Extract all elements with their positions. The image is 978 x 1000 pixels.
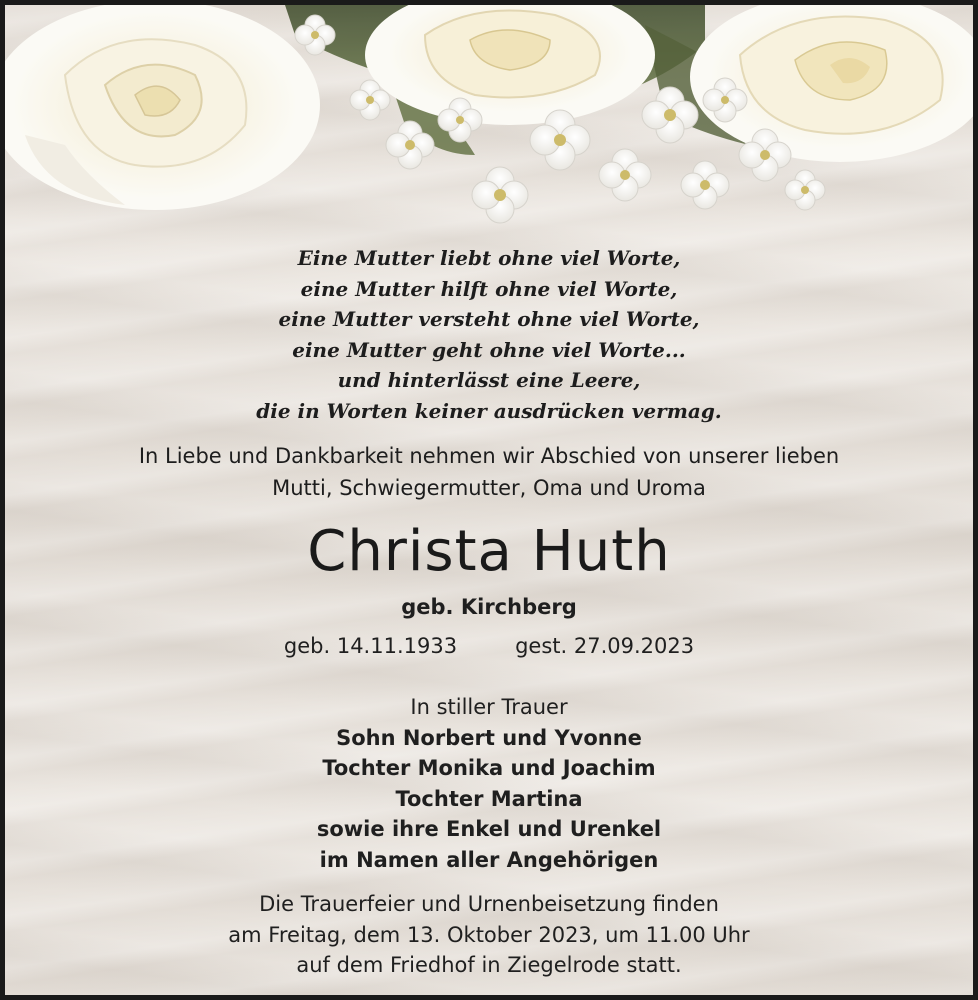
mourner: Tochter Monika und Joachim: [322, 756, 656, 780]
ceremony-line: auf dem Friedhof in Ziegelrode statt.: [296, 953, 682, 977]
poem: [5, 243, 973, 426]
flower-header: [5, 5, 973, 235]
intro-line: In Liebe und Dankbarkeit nehmen wir Abschied von unserer lieben: [138, 444, 840, 468]
mourner: sowie ihre Enkel und Urenkel: [316, 817, 662, 841]
mourners-list: [5, 723, 973, 876]
poem-line: eine Mutter hilft ohne viel Worte,: [300, 276, 678, 301]
white-rose-icon: [5, 5, 320, 210]
flower-illustration: [5, 5, 973, 235]
birth-date: geb. 14.11.1933: [283, 634, 458, 658]
ceremony-info: [5, 889, 973, 981]
intro-line: Mutti, Schwiegermutter, Oma und Uroma: [272, 476, 706, 500]
ceremony-line: Die Trauerfeier und Urnenbeisetzung finden: [259, 892, 719, 916]
poem-line: und hinterlässt eine Leere,: [337, 368, 641, 392]
ceremony-line: am Freitag, dem 13. Oktober 2023, um 11.00 Uhr: [228, 922, 750, 947]
mourner: Tochter Martina: [395, 786, 583, 811]
maiden-name: geb. Kirchberg: [401, 595, 577, 619]
obituary-text: [5, 243, 973, 981]
life-dates: [5, 630, 973, 662]
poem-line: die in Worten keiner ausdrücken vermag.: [256, 398, 722, 423]
deceased-name: Christa Huth: [307, 519, 671, 584]
mourner: im Namen aller Angehörigen: [319, 847, 659, 872]
poem-line: eine Mutter versteht ohne viel Worte,: [278, 307, 700, 331]
death-date: gest. 27.09.2023: [515, 634, 695, 658]
poem-line: eine Mutter geht ohne viel Worte...: [292, 337, 686, 362]
poem-line: Eine Mutter liebt ohne viel Worte,: [297, 246, 681, 270]
mourner: Sohn Norbert und Yvonne: [336, 725, 642, 750]
mourning-heading: In stiller Trauer: [410, 695, 568, 719]
farewell-intro: [5, 440, 973, 504]
